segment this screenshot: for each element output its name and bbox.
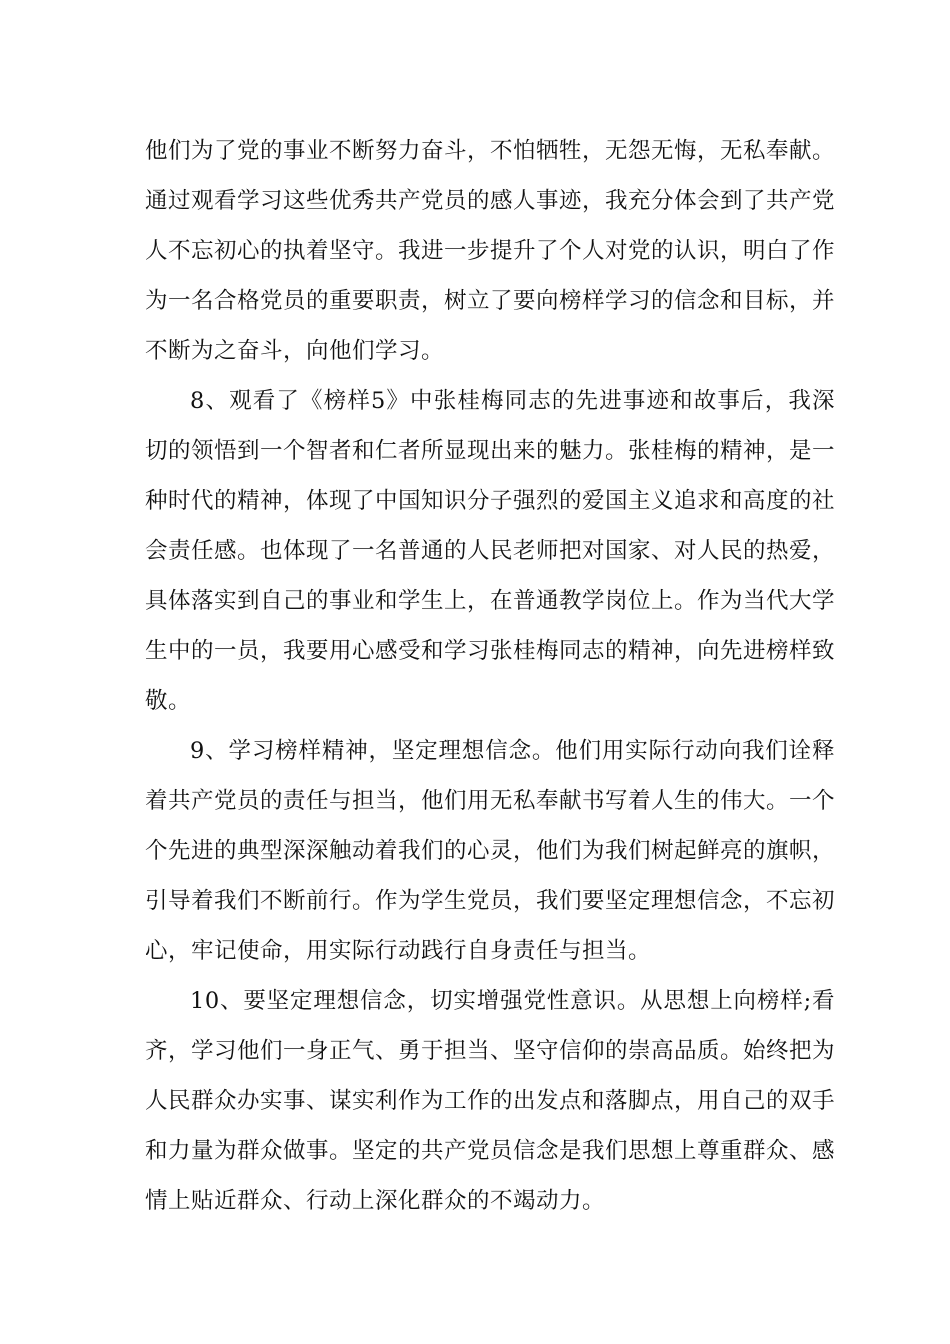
paragraph-continuation: 他们为了党的事业不断努力奋斗，不怕牺牲，无怨无悔，无私奉献。通过观看学习这些优秀共产党员的感人事迹，我充分体会到了共产党人不忘初心的执着坚守。我进一步提升了个人对党的认识，明白了作为一名合格党员的重要职责，树立了要向榜样学习的信念和目标，并不断为之奋斗，向他们学习。 <box>145 138 836 364</box>
paragraph-item-9: 9、学习榜样精神，坚定理想信念。他们用实际行动向我们诠释着共产党员的责任与担当，他们用无私奉献书写着人生的伟大。一个个先进的典型深深触动着我们的心灵，他们为我们树起鲜亮的旗帜，引导着我们不断前行。作为学生党员，我们要坚定理想信念，不忘初心，牢记使命，用实际行动践行自身责任与担当。 <box>145 738 836 964</box>
paragraph-item-10: 10、要坚定理想信念，切实增强党性意识。从思想上向榜样;看齐，学习他们一身正气、勇于担当、坚守信仰的崇高品质。始终把为人民群众办实事、谋实利作为工作的出发点和落脚点，用自己的双手和力量为群众做事。坚定的共产党员信念是我们思想上尊重群众、感情上贴近群众、行动上深化群众的不竭动力。 <box>145 988 836 1214</box>
document-body <box>145 126 835 1226</box>
paragraph-item-8: 8、观看了《榜样5》中张桂梅同志的先进事迹和故事后，我深切的领悟到一个智者和仁者所显现出来的魅力。张桂梅的精神，是一种时代的精神，体现了中国知识分子强烈的爱国主义追求和高度的社会责任感。也体现了一名普通的人民老师把对国家、对人民的热爱，具体落实到自己的事业和学生上，在普通教学岗位上。作为当代大学生中的一员，我要用心感受和学习张桂梅同志的精神，向先进榜样致敬。 <box>145 388 836 714</box>
